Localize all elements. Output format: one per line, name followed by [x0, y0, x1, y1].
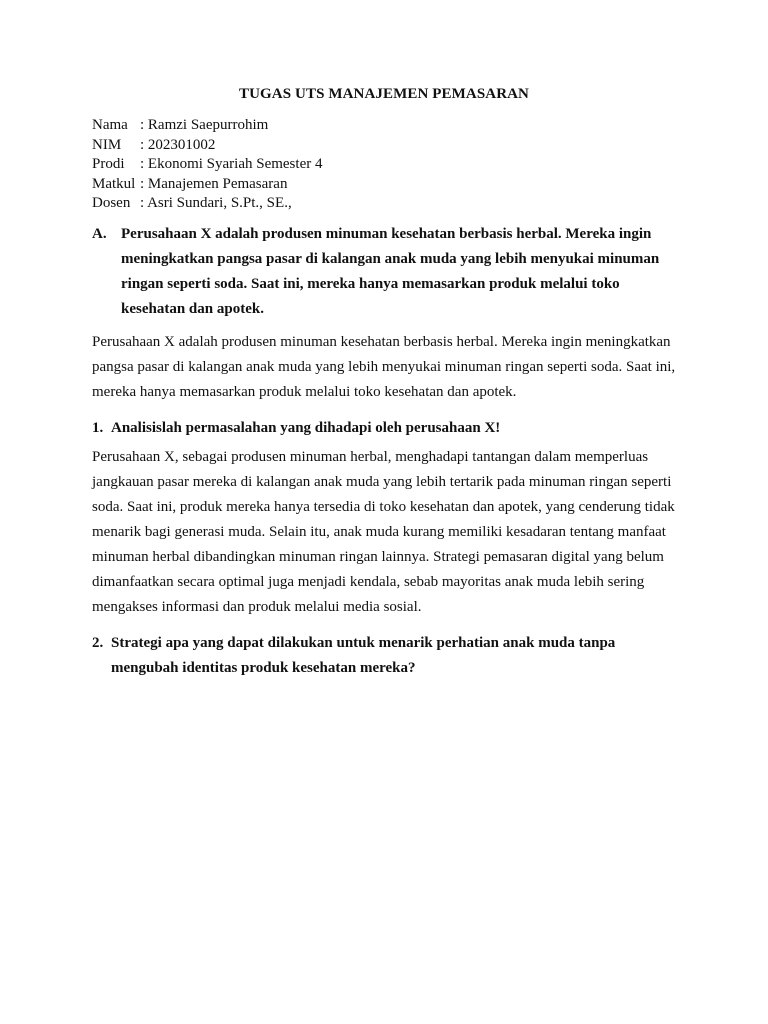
section-a-text: Perusahaan X adalah produsen minuman kesehatan berbasis herbal. Mereka ingin meningkatkan pangsa pasar di kalangan anak muda yang lebih menyukai minuman ringan seperti soda. Saat ini, mereka hanya memasarkan produk melalui toko kesehatan dan apotek. [121, 226, 660, 317]
section-a [92, 222, 678, 322]
info-label: NIM [92, 136, 122, 153]
info-value: : Ramzi Saepurrohim [140, 117, 269, 133]
info-value: : 202301002 [140, 136, 216, 153]
answer-1: Perusahaan X, sebagai produsen minuman herbal, menghadapi tantangan dalam memperluas jangkauan pasar mereka di kalangan anak muda yang lebih tertarik pada minuman ringan seperti soda. Saat ini, produk mereka hanya tersedia di toko kesehatan dan apotek, yang cenderung tidak menarik bagi generasi muda. Selain itu, anak muda kurang memiliki kesadaran tentang manfaat minuman herbal dibandingkan minuman ringan lainnya. Strategi pemasaran digital yang belum dimanfaatkan secara optimal juga menjadi kendala, sebab mayoritas anak muda lebih sering mengakses informasi dan produk melalui media sosial. [92, 449, 675, 615]
info-row-nama [92, 116, 322, 136]
info-value: : Ekonomi Syariah Semester 4 [140, 156, 323, 172]
info-value: : Asri Sundari, S.Pt., SE., [140, 195, 292, 211]
section-marker: A. [92, 226, 107, 242]
info-row-dosen [92, 194, 322, 214]
paragraph-1: Perusahaan X adalah produsen minuman kesehatan berbasis herbal. Mereka ingin meningkatkan pangsa pasar di kalangan anak muda yang lebih menyukai minuman ringan seperti soda. Saat ini, mereka hanya memasarkan produk melalui toko kesehatan dan apotek. [92, 334, 676, 400]
document-title: TUGAS UTS MANAJEMEN PEMASARAN [239, 86, 529, 102]
info-label: Nama [92, 117, 128, 133]
question-1 [92, 416, 678, 441]
question-2-text: Strategi apa yang dapat dilakukan untuk menarik perhatian anak muda tanpa mengubah identitas produk kesehatan mereka? [111, 635, 616, 676]
info-label: Prodi [92, 156, 125, 172]
info-row-prodi [92, 155, 322, 175]
info-label: Dosen [92, 195, 131, 211]
question-number: 2. [92, 635, 104, 651]
info-label: Matkul [92, 175, 136, 192]
question-1-text: Analisislah permasalahan yang dihadapi oleh perusahaan X! [111, 420, 501, 436]
question-number: 1. [92, 420, 104, 436]
info-value: : Manajemen Pemasaran [140, 175, 288, 192]
student-info [92, 116, 322, 214]
info-row-matkul [92, 175, 322, 195]
question-2 [92, 631, 678, 681]
info-row-nim [92, 136, 322, 156]
